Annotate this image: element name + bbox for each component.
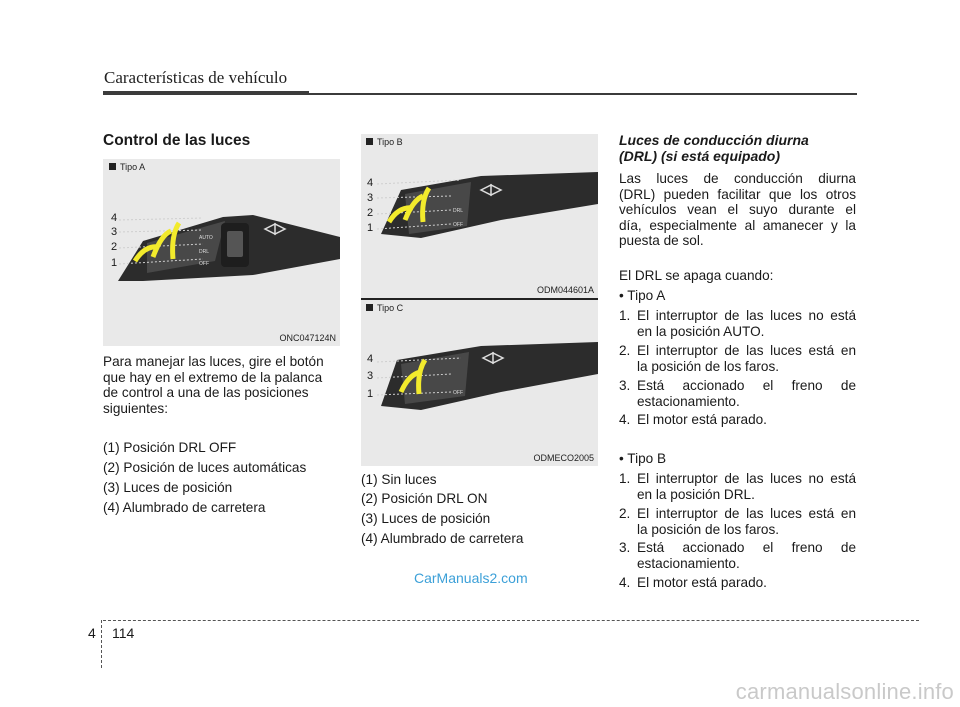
figure-number-1: 1 xyxy=(367,222,374,234)
intro-line: (DRL) pueden facilitar que los otros xyxy=(619,186,856,202)
chapter-number: 4 xyxy=(88,625,96,641)
switch-text-drl: DRL xyxy=(199,249,210,255)
paragraph-line: siguientes: xyxy=(103,400,168,416)
footer-vertical-rule xyxy=(101,620,102,668)
header-title: Características de vehículo xyxy=(104,68,288,87)
figure-code: ONC047124N xyxy=(279,333,336,343)
figure-number-3: 3 xyxy=(111,226,118,238)
figure-label: Tipo B xyxy=(366,137,403,147)
lever-illustration-c xyxy=(361,300,598,466)
type-a-item: 1. El interruptor de las luces no está en la posición AUTO. xyxy=(619,308,856,339)
figure-number-1: 1 xyxy=(111,257,118,269)
bottom-watermark: carmanualsonline.info xyxy=(735,679,954,704)
drl-heading xyxy=(619,132,809,164)
type-b-item: 4. El motor está parado. xyxy=(619,575,767,590)
figure-number-2: 2 xyxy=(367,207,374,219)
lever-illustration-a xyxy=(103,159,340,346)
figure-number-4: 4 xyxy=(111,212,118,224)
type-a-label: • Tipo A xyxy=(619,288,666,303)
header-rule-thick xyxy=(103,91,309,95)
section-heading: Control de las luces xyxy=(103,132,251,149)
intro-line: puesta de sol. xyxy=(619,233,704,248)
drl-off-intro: El DRL se apaga cuando: xyxy=(619,268,774,283)
type-a-item: 2. El interruptor de las luces está en la posición de los faros. xyxy=(619,343,856,374)
paragraph-line: que hay en el extremo de la palanca xyxy=(103,369,323,385)
paragraph-line: Para manejar las luces, gire el botón xyxy=(103,354,324,369)
left-paragraph xyxy=(103,354,340,416)
figure-number-3: 3 xyxy=(367,192,374,204)
type-b-label: • Tipo B xyxy=(619,451,667,466)
drl-heading-line: Luces de conducción diurna xyxy=(619,132,809,148)
left-list-item: (3) Luces de posición xyxy=(103,480,233,495)
figure-code: ODM044601A xyxy=(536,285,594,295)
figure-number-4: 4 xyxy=(367,353,374,365)
type-b-item: 2. El interruptor de las luces está en la posición de los faros. xyxy=(619,506,856,537)
figure-label: Tipo A xyxy=(109,162,145,172)
figure-number-4: 4 xyxy=(367,177,374,189)
middle-list-item: (3) Luces de posición xyxy=(361,511,491,526)
switch-text-drl: DRL xyxy=(453,208,464,214)
intro-line: día, especialmente al amanecer y la xyxy=(619,217,856,233)
switch-text-off: OFF xyxy=(199,261,209,267)
left-list-item: (1) Posición DRL OFF xyxy=(103,440,237,455)
left-list-item: (2) Posición de luces automáticas xyxy=(103,460,307,475)
page-number: 114 xyxy=(112,625,135,641)
switch-text-off: OFF xyxy=(453,222,463,228)
footer-rule xyxy=(103,620,919,621)
middle-list-item: (2) Posición DRL ON xyxy=(361,491,488,506)
type-a-item: 4. El motor está parado. xyxy=(619,412,767,427)
watermark-link[interactable]: CarManuals2.com xyxy=(414,570,528,586)
lever-illustration-b xyxy=(361,134,598,298)
figure-number-1: 1 xyxy=(367,388,374,400)
middle-list-item: (1) Sin luces xyxy=(361,472,437,487)
figure-label: Tipo C xyxy=(366,303,403,313)
intro-line: Las luces de conducción diurna xyxy=(619,171,856,186)
paragraph-line: de control a una de las posiciones xyxy=(103,385,309,400)
drl-intro xyxy=(619,171,856,249)
type-b-item: 3. Está accionado el freno de estacionamiento. xyxy=(619,540,856,571)
intro-line: vehículos vean el suyo durante el xyxy=(619,202,856,217)
figure-code: ODMECO2005 xyxy=(533,453,594,463)
type-a-item: 3. Está accionado el freno de estacionamiento. xyxy=(619,378,856,409)
header-rule-thin xyxy=(309,93,857,95)
figure-number-2: 2 xyxy=(111,241,118,253)
figure-type-a xyxy=(103,159,340,346)
middle-list-item: (4) Alumbrado de carretera xyxy=(361,531,524,546)
type-b-item: 1. El interruptor de las luces no está en la posición DRL. xyxy=(619,471,856,502)
figure-type-b xyxy=(361,134,598,298)
switch-text-auto: AUTO xyxy=(199,235,213,241)
drl-heading-line: (DRL) (si está equipado) xyxy=(619,148,781,164)
switch-text-off: OFF xyxy=(453,390,463,396)
figure-type-c xyxy=(361,300,598,466)
figure-number-3: 3 xyxy=(367,370,374,382)
left-list-item: (4) Alumbrado de carretera xyxy=(103,500,266,515)
